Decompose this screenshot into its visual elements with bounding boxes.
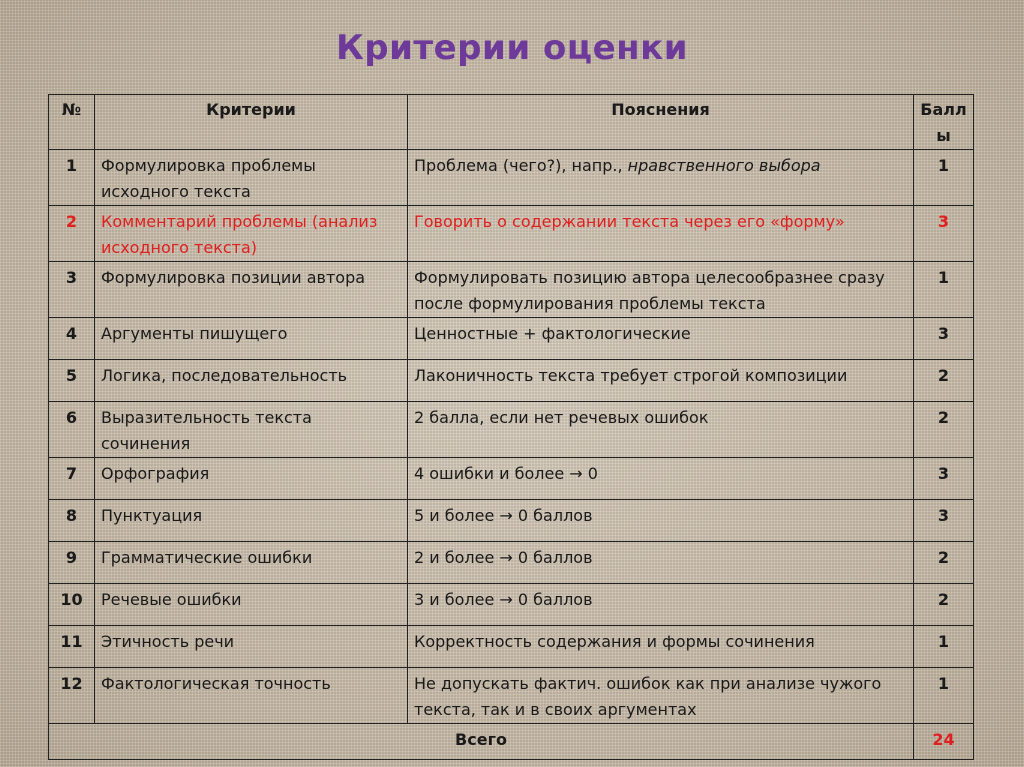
row-explanation (408, 542, 914, 584)
row-explanation-text: 5 и более → 0 баллов (414, 506, 593, 525)
header-criterion: Критерии (95, 95, 408, 150)
row-criterion: Логика, последовательность (95, 360, 408, 402)
header-points-line1: Балл (920, 100, 967, 119)
row-number: 6 (49, 402, 95, 458)
table-row (49, 542, 974, 584)
row-points: 1 (914, 626, 974, 668)
row-number: 1 (49, 150, 95, 206)
row-number: 10 (49, 584, 95, 626)
row-explanation (408, 458, 914, 500)
row-points: 3 (914, 500, 974, 542)
row-explanation (408, 318, 914, 360)
row-points: 2 (914, 584, 974, 626)
row-number: 8 (49, 500, 95, 542)
row-criterion: Фактологическая точность (95, 668, 408, 724)
row-points: 1 (914, 668, 974, 724)
header-explanation: Пояснения (408, 95, 914, 150)
table-row (49, 584, 974, 626)
header-num: № (49, 95, 95, 150)
row-criterion: Пунктуация (95, 500, 408, 542)
row-criterion: Этичность речи (95, 626, 408, 668)
row-number: 2 (49, 206, 95, 262)
row-explanation-text: 4 ошибки и более → 0 (414, 464, 598, 483)
row-criterion: Аргументы пишущего (95, 318, 408, 360)
total-row (49, 724, 974, 760)
row-explanation (408, 262, 914, 318)
row-number: 4 (49, 318, 95, 360)
table-row (49, 402, 974, 458)
row-points: 3 (914, 318, 974, 360)
total-value: 24 (914, 724, 974, 760)
row-points: 1 (914, 150, 974, 206)
row-explanation (408, 584, 914, 626)
row-points: 1 (914, 262, 974, 318)
row-explanation-text: Формулировать позицию автора целесообразнее сразу после формулирования проблемы текста (414, 268, 885, 313)
row-explanation-text: Говорить о содержании текста через его «форму» (414, 212, 845, 231)
header-points-line2: ы (936, 126, 951, 145)
row-explanation-text: 3 и более → 0 баллов (414, 590, 593, 609)
row-explanation-text: 2 и более → 0 баллов (414, 548, 593, 567)
row-criterion: Формулировка проблемы исходного текста (95, 150, 408, 206)
row-number: 12 (49, 668, 95, 724)
row-explanation-text: 2 балла, если нет речевых ошибок (414, 408, 709, 427)
row-explanation (408, 206, 914, 262)
row-criterion: Выразительность текста сочинения (95, 402, 408, 458)
row-criterion: Формулировка позиции автора (95, 262, 408, 318)
row-explanation (408, 150, 914, 206)
row-explanation (408, 360, 914, 402)
table-row (49, 206, 974, 262)
row-points: 2 (914, 402, 974, 458)
row-explanation (408, 500, 914, 542)
row-explanation-text: Корректность содержания и формы сочинения (414, 632, 815, 651)
row-explanation-text: Лаконичность текста требует строгой композиции (414, 366, 848, 385)
total-label: Всего (49, 724, 914, 760)
row-explanation-text: Ценностные + фактологические (414, 324, 691, 343)
row-criterion: Грамматические ошибки (95, 542, 408, 584)
header-points (914, 95, 974, 150)
row-explanation-italic: нравственного выбора (627, 156, 821, 175)
criteria-table (48, 94, 974, 760)
table-row (49, 318, 974, 360)
table-row (49, 150, 974, 206)
table-row (49, 668, 974, 724)
page-title: Критерии оценки (335, 28, 689, 68)
row-points: 2 (914, 360, 974, 402)
row-explanation-text: Не допускать фактич. ошибок как при анализе чужого текста, так и в своих аргументах (414, 674, 882, 719)
row-number: 7 (49, 458, 95, 500)
table-row (49, 500, 974, 542)
row-criterion: Комментарий проблемы (анализ исходного текста) (95, 206, 408, 262)
row-points: 3 (914, 206, 974, 262)
row-number: 3 (49, 262, 95, 318)
row-explanation (408, 402, 914, 458)
row-points: 2 (914, 542, 974, 584)
row-points: 3 (914, 458, 974, 500)
table-row (49, 360, 974, 402)
row-number: 5 (49, 360, 95, 402)
row-number: 9 (49, 542, 95, 584)
row-criterion: Орфография (95, 458, 408, 500)
table-row (49, 262, 974, 318)
row-explanation (408, 626, 914, 668)
table-row (49, 626, 974, 668)
row-criterion: Речевые ошибки (95, 584, 408, 626)
row-number: 11 (49, 626, 95, 668)
table-row (49, 458, 974, 500)
row-explanation (408, 668, 914, 724)
table-header-row (49, 95, 974, 150)
row-explanation-text: Проблема (чего?), напр., (414, 156, 628, 175)
